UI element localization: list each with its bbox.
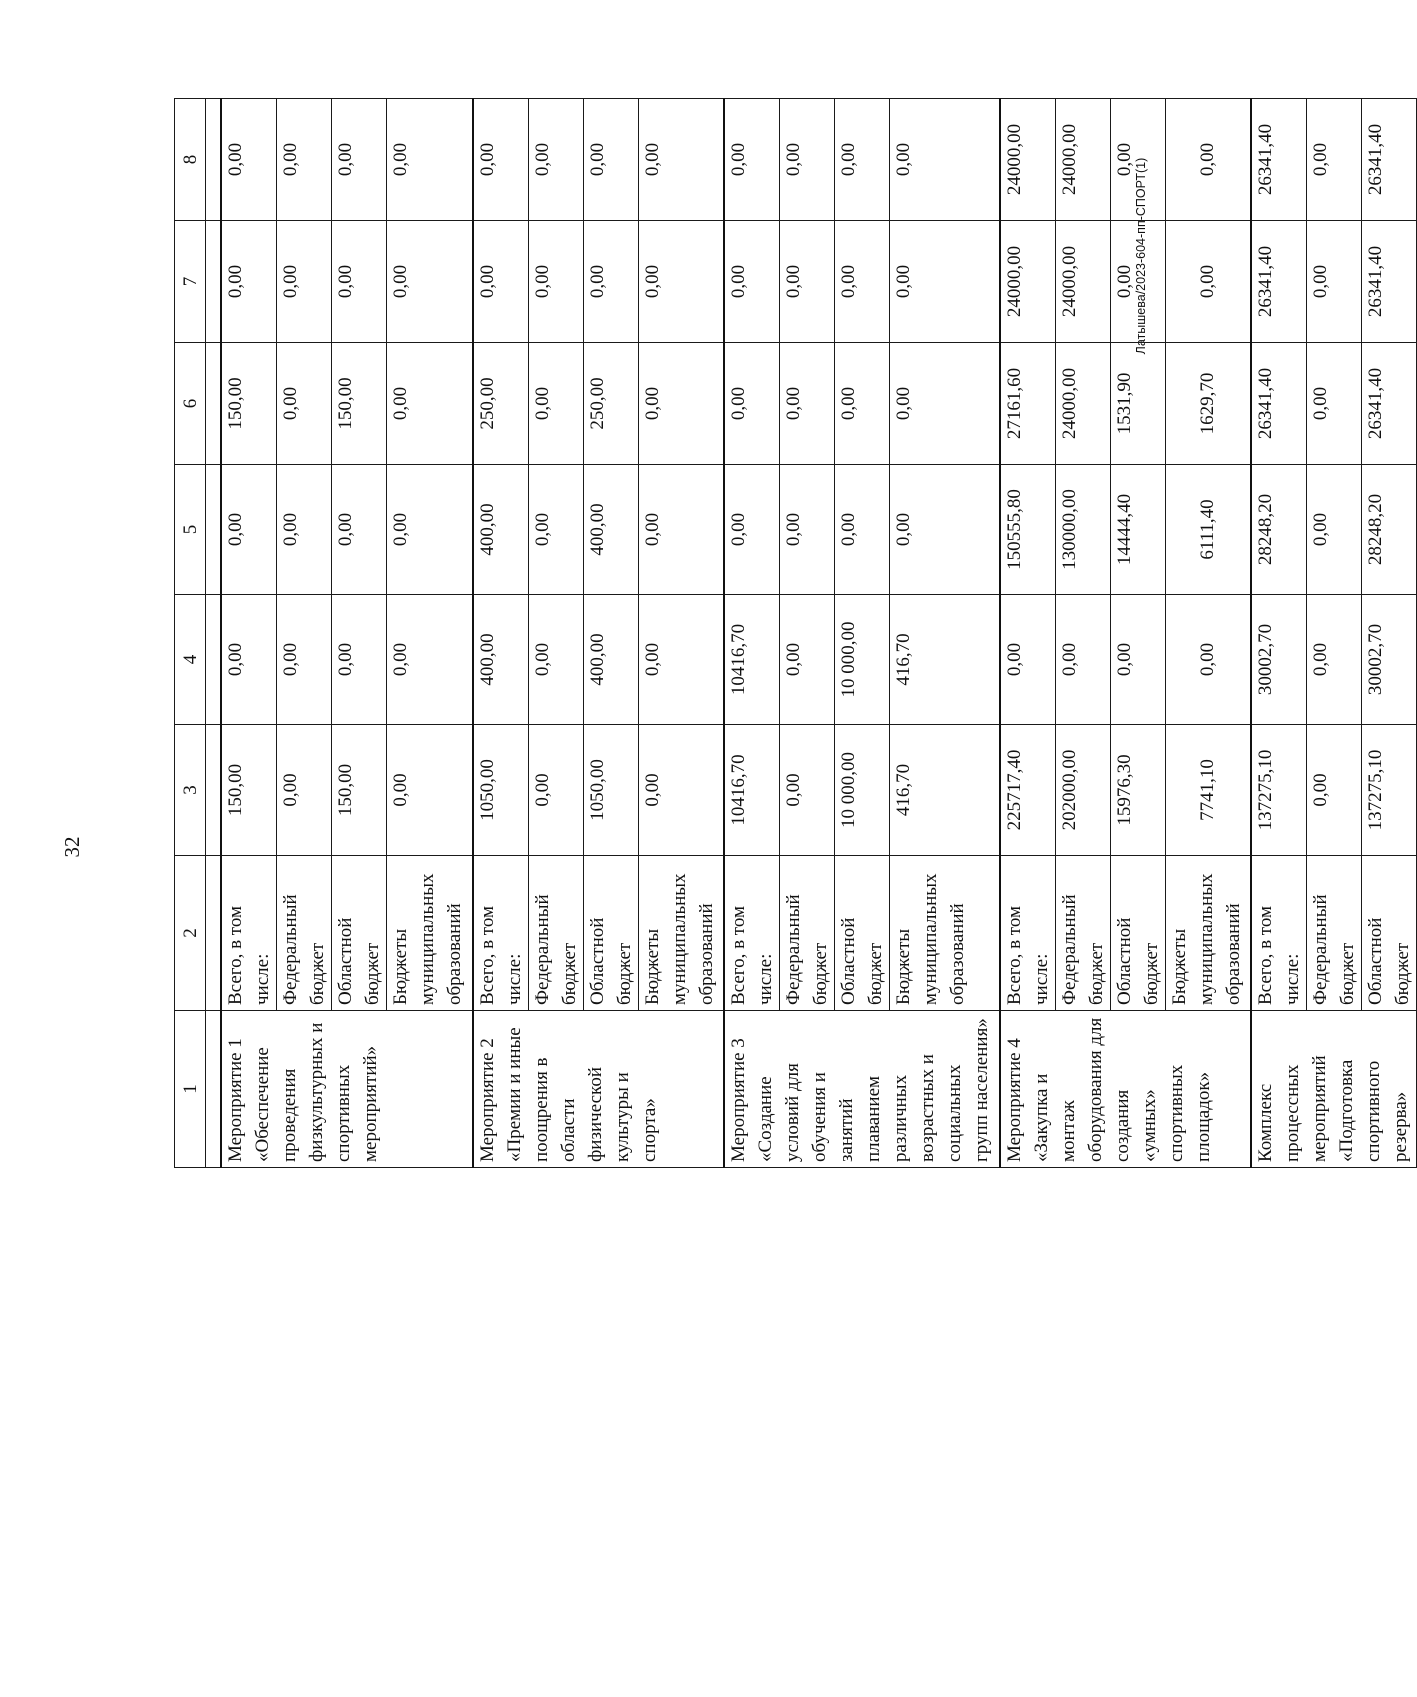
amount-cell: 24000,00 xyxy=(1000,221,1056,343)
amount-cell: 30002,70 xyxy=(1362,595,1417,725)
amount-cell: 10 000,00 xyxy=(835,725,890,856)
amount-cell: 26341,40 xyxy=(1362,99,1417,221)
budget-source-label: Федеральный бюджет xyxy=(1055,856,1110,1011)
amount-cell: 0,00 xyxy=(1307,343,1362,465)
amount-cell: 30002,70 xyxy=(1251,595,1307,725)
amount-cell: 26341,40 xyxy=(1251,99,1307,221)
amount-cell: 0,00 xyxy=(1055,595,1110,725)
amount-cell: 0,00 xyxy=(387,725,473,856)
table-row xyxy=(890,99,1000,1168)
amount-cell: 0,00 xyxy=(1110,595,1165,725)
amount-cell: 225717,40 xyxy=(1000,725,1056,856)
amount-cell: 0,00 xyxy=(528,99,583,221)
budget-source-label: Всего, в том числе: xyxy=(1251,856,1307,1011)
amount-cell: 10416,70 xyxy=(724,725,780,856)
table-row xyxy=(1165,99,1251,1168)
amount-cell: 250,00 xyxy=(583,343,638,465)
amount-cell: 0,00 xyxy=(1165,221,1251,343)
amount-cell: 1531,90 xyxy=(1110,343,1165,465)
table-row xyxy=(1110,99,1165,1168)
budget-source-label: Бюджеты муниципальных образований xyxy=(638,856,724,1011)
amount-cell: 400,00 xyxy=(473,595,529,725)
amount-cell: 400,00 xyxy=(583,465,638,595)
amount-cell: 0,00 xyxy=(1307,725,1362,856)
amount-cell: 150,00 xyxy=(332,725,387,856)
amount-cell: 137275,10 xyxy=(1251,725,1307,856)
amount-cell: 0,00 xyxy=(780,99,835,221)
amount-cell: 24000,00 xyxy=(1055,343,1110,465)
amount-cell: 0,00 xyxy=(221,221,277,343)
amount-cell: 0,00 xyxy=(1307,99,1362,221)
amount-cell: 7741,10 xyxy=(1165,725,1251,856)
amount-cell: 150,00 xyxy=(332,343,387,465)
amount-cell: 0,00 xyxy=(221,595,277,725)
amount-cell: 0,00 xyxy=(780,343,835,465)
column-header: 3 xyxy=(175,725,206,856)
table-row xyxy=(473,99,529,1168)
amount-cell: 0,00 xyxy=(724,99,780,221)
amount-cell: 0,00 xyxy=(387,99,473,221)
table-row xyxy=(583,99,638,1168)
activity-label: Мероприятие 2 «Премии и иные поощрения в области физической культуры и спорта» xyxy=(473,1011,725,1168)
amount-cell: 0,00 xyxy=(277,221,332,343)
column-header: 8 xyxy=(175,99,206,221)
amount-cell: 0,00 xyxy=(528,343,583,465)
amount-cell: 0,00 xyxy=(583,99,638,221)
table-row xyxy=(1362,99,1417,1168)
table-row xyxy=(332,99,387,1168)
amount-cell: 24000,00 xyxy=(1055,221,1110,343)
amount-cell: 28248,20 xyxy=(1251,465,1307,595)
amount-cell: 0,00 xyxy=(1110,221,1165,343)
amount-cell: 0,00 xyxy=(528,221,583,343)
budget-source-label: Областной бюджет xyxy=(1110,856,1165,1011)
budget-source-label: Областной бюджет xyxy=(332,856,387,1011)
amount-cell: 1050,00 xyxy=(583,725,638,856)
amount-cell: 0,00 xyxy=(638,595,724,725)
table-header-row xyxy=(175,99,206,1168)
amount-cell: 250,00 xyxy=(473,343,529,465)
budget-source-label: Бюджеты муниципальных образований xyxy=(890,856,1000,1011)
amount-cell: 1050,00 xyxy=(473,725,529,856)
table-row xyxy=(780,99,835,1168)
amount-cell: 0,00 xyxy=(1307,595,1362,725)
amount-cell: 0,00 xyxy=(1110,99,1165,221)
table-row xyxy=(724,99,780,1168)
activity-label: Мероприятие 3 «Создание условий для обучения и занятий плаванием различных возрастных и социальных групп населения» xyxy=(724,1011,1000,1168)
amount-cell: 0,00 xyxy=(890,99,1000,221)
amount-cell: 202000,00 xyxy=(1055,725,1110,856)
amount-cell: 0,00 xyxy=(835,465,890,595)
amount-cell: 0,00 xyxy=(387,465,473,595)
budget-source-label: Федеральный бюджет xyxy=(277,856,332,1011)
table-row xyxy=(638,99,724,1168)
table-row xyxy=(1307,99,1362,1168)
column-header: 4 xyxy=(175,595,206,725)
amount-cell: 26341,40 xyxy=(1362,343,1417,465)
amount-cell: 0,00 xyxy=(332,465,387,595)
amount-cell: 0,00 xyxy=(387,343,473,465)
amount-cell: 0,00 xyxy=(780,221,835,343)
budget-source-label: Бюджеты муниципальных образований xyxy=(1165,856,1251,1011)
amount-cell: 400,00 xyxy=(583,595,638,725)
amount-cell: 0,00 xyxy=(277,465,332,595)
activity-label: Мероприятие 4 «Закупка и монтаж оборудования для создания «умных» спортивных площадок» xyxy=(1000,1011,1252,1168)
amount-cell: 0,00 xyxy=(332,595,387,725)
amount-cell: 0,00 xyxy=(1165,99,1251,221)
amount-cell: 0,00 xyxy=(473,221,529,343)
table-row xyxy=(835,99,890,1168)
column-header: 6 xyxy=(175,343,206,465)
amount-cell: 0,00 xyxy=(638,343,724,465)
amount-cell: 0,00 xyxy=(1307,465,1362,595)
page-number: 32 xyxy=(60,836,84,858)
amount-cell: 10 000,00 xyxy=(835,595,890,725)
budget-source-label: Всего, в том числе: xyxy=(724,856,780,1011)
budget-source-label: Областной бюджет xyxy=(835,856,890,1011)
table-row xyxy=(221,99,277,1168)
budget-source-label: Областной бюджет xyxy=(1362,856,1417,1011)
budget-table xyxy=(174,98,1417,1168)
amount-cell: 0,00 xyxy=(277,725,332,856)
activity-label: Комплекс процессных мероприятий «Подготовка спортивного резерва» xyxy=(1251,1011,1417,1168)
amount-cell: 0,00 xyxy=(332,99,387,221)
table-row xyxy=(1251,99,1307,1168)
amount-cell: 0,00 xyxy=(724,465,780,595)
amount-cell: 0,00 xyxy=(638,221,724,343)
amount-cell: 0,00 xyxy=(277,595,332,725)
amount-cell: 0,00 xyxy=(1000,595,1056,725)
amount-cell: 27161,60 xyxy=(1000,343,1056,465)
amount-cell: 26341,40 xyxy=(1251,221,1307,343)
amount-cell: 0,00 xyxy=(835,99,890,221)
amount-cell: 0,00 xyxy=(528,595,583,725)
amount-cell: 24000,00 xyxy=(1055,99,1110,221)
amount-cell: 0,00 xyxy=(277,99,332,221)
budget-source-label: Всего, в том числе: xyxy=(473,856,529,1011)
amount-cell: 0,00 xyxy=(528,465,583,595)
amount-cell: 0,00 xyxy=(638,725,724,856)
table-row xyxy=(1055,99,1110,1168)
table-row xyxy=(1000,99,1056,1168)
amount-cell: 130000,00 xyxy=(1055,465,1110,595)
amount-cell: 0,00 xyxy=(835,221,890,343)
amount-cell: 0,00 xyxy=(528,725,583,856)
spacer-row xyxy=(206,99,222,1168)
amount-cell: 150555,80 xyxy=(1000,465,1056,595)
amount-cell: 0,00 xyxy=(724,221,780,343)
amount-cell: 0,00 xyxy=(221,99,277,221)
budget-source-label: Всего, в том числе: xyxy=(221,856,277,1011)
amount-cell: 0,00 xyxy=(638,99,724,221)
amount-cell: 28248,20 xyxy=(1362,465,1417,595)
amount-cell: 416,70 xyxy=(890,595,1000,725)
amount-cell: 0,00 xyxy=(1307,221,1362,343)
amount-cell: 0,00 xyxy=(387,595,473,725)
amount-cell: 0,00 xyxy=(332,221,387,343)
budget-source-label: Федеральный бюджет xyxy=(528,856,583,1011)
amount-cell: 0,00 xyxy=(890,343,1000,465)
amount-cell: 0,00 xyxy=(724,343,780,465)
budget-source-label: Областной бюджет xyxy=(583,856,638,1011)
column-header: 7 xyxy=(175,221,206,343)
budget-source-label: Федеральный бюджет xyxy=(780,856,835,1011)
budget-source-label: Бюджеты муниципальных образований xyxy=(387,856,473,1011)
amount-cell: 0,00 xyxy=(780,725,835,856)
amount-cell: 150,00 xyxy=(221,343,277,465)
table-row xyxy=(277,99,332,1168)
budget-source-label: Всего, в том числе: xyxy=(1000,856,1056,1011)
activity-label: Мероприятие 1 «Обеспечение проведения физкультурных и спортивных мероприятий» xyxy=(221,1011,473,1168)
amount-cell: 14444,40 xyxy=(1110,465,1165,595)
amount-cell: 26341,40 xyxy=(1362,221,1417,343)
amount-cell: 0,00 xyxy=(387,221,473,343)
amount-cell: 0,00 xyxy=(638,465,724,595)
amount-cell: 0,00 xyxy=(780,595,835,725)
amount-cell: 0,00 xyxy=(1165,595,1251,725)
budget-source-label: Федеральный бюджет xyxy=(1307,856,1362,1011)
amount-cell: 0,00 xyxy=(890,221,1000,343)
amount-cell: 6111,40 xyxy=(1165,465,1251,595)
amount-cell: 15976,30 xyxy=(1110,725,1165,856)
table-row xyxy=(387,99,473,1168)
amount-cell: 0,00 xyxy=(583,221,638,343)
amount-cell: 0,00 xyxy=(473,99,529,221)
amount-cell: 0,00 xyxy=(780,465,835,595)
amount-cell: 0,00 xyxy=(221,465,277,595)
column-header: 1 xyxy=(175,1011,206,1168)
amount-cell: 0,00 xyxy=(890,465,1000,595)
table-row xyxy=(528,99,583,1168)
amount-cell: 416,70 xyxy=(890,725,1000,856)
amount-cell: 26341,40 xyxy=(1251,343,1307,465)
column-header: 5 xyxy=(175,465,206,595)
amount-cell: 400,00 xyxy=(473,465,529,595)
amount-cell: 137275,10 xyxy=(1362,725,1417,856)
amount-cell: 1629,70 xyxy=(1165,343,1251,465)
amount-cell: 0,00 xyxy=(277,343,332,465)
amount-cell: 24000,00 xyxy=(1000,99,1056,221)
column-header: 2 xyxy=(175,856,206,1011)
document-code: Латышева/2023-604-пп-СПОРТ(1) xyxy=(1134,157,1148,355)
amount-cell: 150,00 xyxy=(221,725,277,856)
amount-cell: 10416,70 xyxy=(724,595,780,725)
amount-cell: 0,00 xyxy=(835,343,890,465)
